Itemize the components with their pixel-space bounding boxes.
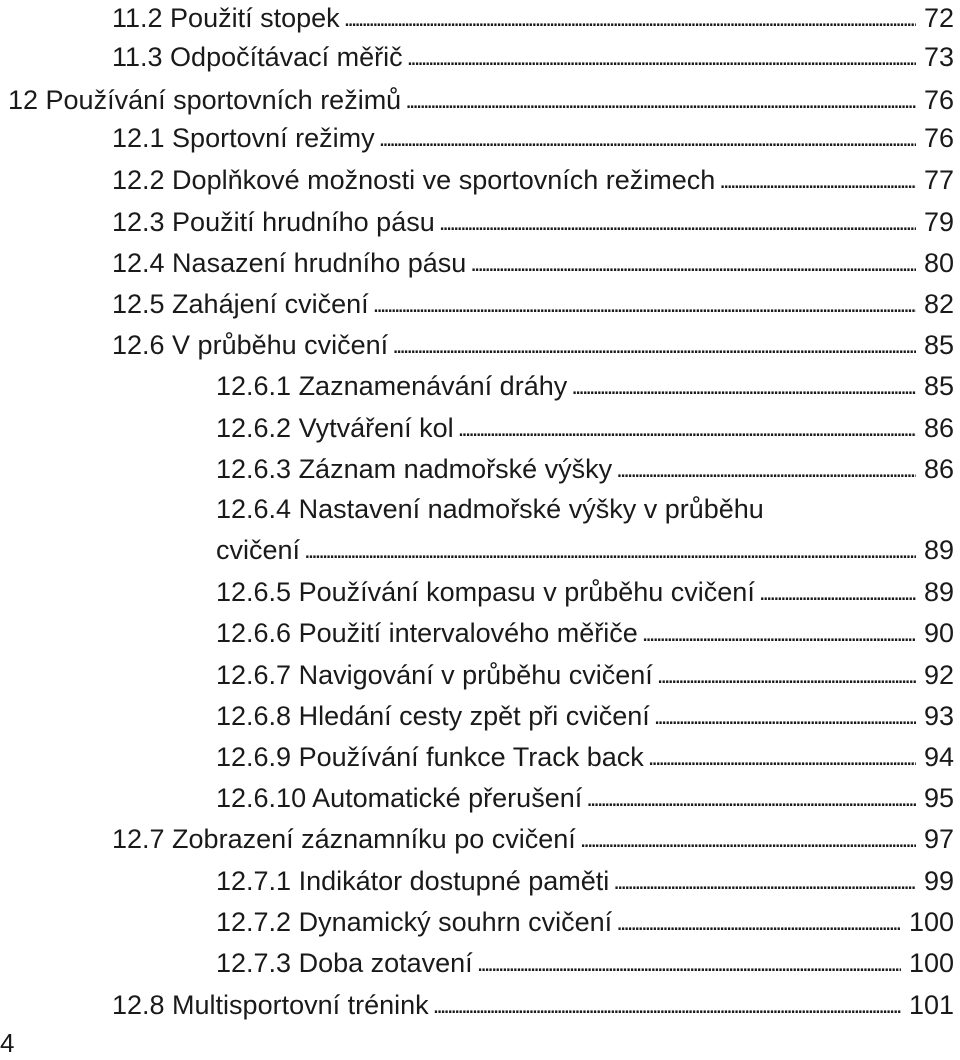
toc-entry-12-6-10[interactable] [216,778,954,818]
toc-entry-12-7-2[interactable] [216,902,954,942]
toc-entry-page: 90 [923,618,954,648]
toc-entry-page: 85 [923,330,954,360]
dot-leader [719,159,916,201]
toc-entry-title: 12.6.4 Nastavení nadmořské výšky v průběhu [216,494,764,524]
toc-entry-title: 12.2 Doplňkové možnosti ve sportovních režimech [112,165,716,195]
toc-entry-12-6-2[interactable] [216,408,954,448]
toc-entry-title: 12.6.3 Záznam nadmořské výšky [216,454,613,484]
toc-entry-page: 72 [923,3,954,33]
toc-entry-title: 12.6 V průběhu cvičení [112,330,389,360]
dot-leader [642,612,916,654]
dot-leader [648,736,916,778]
dot-leader [392,324,916,366]
toc-entry-12-1[interactable] [112,118,954,158]
dot-leader [571,365,916,407]
toc-entry-title-continuation: cvičení [216,535,301,565]
toc-entry-page: 89 [923,535,954,565]
toc-entry-title: 12.7.3 Doba zotavení [216,948,473,978]
dot-leader [580,818,916,860]
toc-entry-12-5[interactable] [112,284,954,324]
toc-entry-page: 100 [908,948,954,978]
toc-entry-12-6-4[interactable] [216,530,954,570]
toc-entry-12[interactable] [8,80,954,120]
toc-entry-title: 12.6.6 Použití intervalového měřiče [216,618,638,648]
dot-leader [654,695,916,737]
toc-entry-page: 79 [923,207,954,237]
toc-entry-page: 94 [923,742,954,772]
toc-entry-page: 77 [923,165,954,195]
toc-entry-title: 12.8 Multisportovní trénink [112,990,429,1020]
toc-entry-page: 97 [923,824,954,854]
toc-entry-title: 11.2 Použití stopek [112,3,340,33]
dot-leader [344,0,916,39]
toc-entry-page: 92 [923,660,954,690]
toc-entry-title: 12.7.2 Dynamický souhrn cvičení [216,907,613,937]
toc-entry-title: 12.4 Nasazení hrudního pásu [112,248,467,278]
dot-leader [433,984,901,1026]
toc-entry-page: 93 [923,701,954,731]
dot-leader [657,654,916,696]
toc-entry-12-7[interactable] [112,819,954,859]
dot-leader [405,79,916,121]
toc-entry-12-6-4-line1[interactable] [216,489,764,529]
toc-entry-12-6-5[interactable] [216,572,954,612]
toc-entry-12-6-1[interactable] [216,366,954,406]
page-number: 4 [0,1028,15,1058]
toc-entry-title: 12.7 Zobrazení záznamníku po cvičení [112,824,576,854]
dot-leader [439,201,916,243]
dot-leader [477,942,901,984]
toc-entry-11-3[interactable] [112,37,954,77]
toc-entry-page: 73 [923,42,954,72]
toc-entry-12-6-3[interactable] [216,449,954,489]
toc-entry-title: 12.3 Použití hrudního pásu [112,207,435,237]
toc-entry-12-6[interactable] [112,325,954,365]
toc-entry-title: 12.5 Zahájení cvičení [112,289,369,319]
toc-entry-12-7-1[interactable] [216,861,954,901]
toc-entry-12-7-3[interactable] [216,943,954,983]
toc-entry-title: 12.6.2 Vytváření kol [216,413,454,443]
dot-leader [586,777,916,819]
toc-entry-title: 12.6.5 Používání kompasu v průběhu cvičení [216,577,755,607]
toc-entry-title: 12.7.1 Indikátor dostupné paměti [216,866,610,896]
toc-entry-12-6-9[interactable] [216,737,954,777]
toc-entry-title: 12.6.1 Zaznamenávání dráhy [216,371,568,401]
dot-leader [616,901,901,943]
toc-entry-11-2[interactable] [112,0,954,38]
toc-entry-page: 82 [923,289,954,319]
toc-entry-title: 12 Používání sportovních režimů [8,85,402,115]
dot-leader [304,529,916,571]
dot-leader [613,860,916,902]
dot-leader [379,117,916,159]
toc-entry-title: 12.6.8 Hledání cesty zpět při cvičení [216,701,650,731]
toc-entry-12-8[interactable] [112,985,954,1025]
toc-entry-12-6-8[interactable] [216,696,954,736]
toc-entry-page: 76 [923,123,954,153]
toc-entry-page: 95 [923,783,954,813]
toc-entry-page: 101 [908,990,954,1020]
toc-entry-page: 99 [923,866,954,896]
dot-leader [470,242,916,284]
toc-entry-page: 86 [923,413,954,443]
toc-entry-title: 11.3 Odpočítávací měřič [112,42,403,72]
toc-entry-page: 76 [923,85,954,115]
toc-entry-page: 89 [923,577,954,607]
dot-leader [458,407,916,449]
toc-entry-12-6-7[interactable] [216,655,954,695]
toc-entry-12-2[interactable] [112,160,954,200]
dot-leader [759,571,916,613]
toc-entry-page: 100 [908,907,954,937]
dot-leader [407,36,916,78]
dot-leader [373,283,916,325]
toc-entry-page: 85 [923,371,954,401]
toc-entry-12-3[interactable] [112,202,954,242]
toc-entry-12-4[interactable] [112,243,954,283]
toc-entry-page: 80 [923,248,954,278]
toc-entry-12-6-6[interactable] [216,613,954,653]
toc-entry-title: 12.1 Sportovní režimy [112,123,375,153]
dot-leader [616,448,916,490]
toc-entry-page: 86 [923,454,954,484]
toc-entry-title: 12.6.7 Navigování v průběhu cvičení [216,660,653,690]
toc-entry-title: 12.6.10 Automatické přerušení [216,783,583,813]
toc-entry-title: 12.6.9 Používání funkce Track back [216,742,644,772]
